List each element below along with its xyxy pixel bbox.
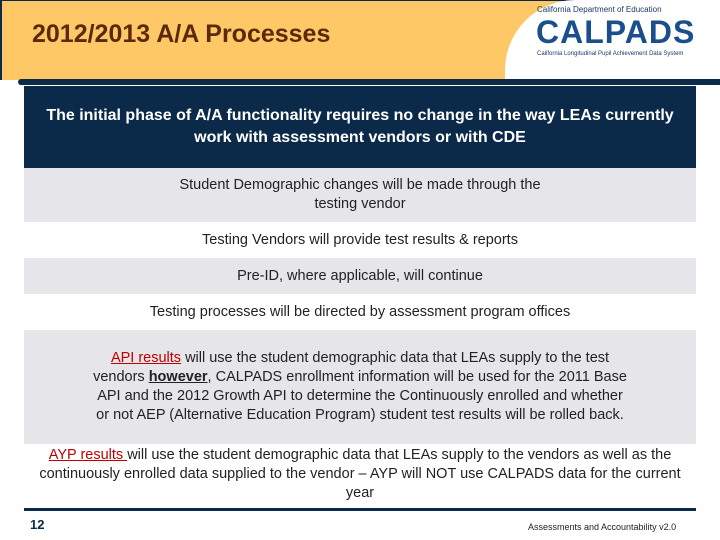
header-divider — [18, 79, 720, 85]
however-emphasis: however — [148, 369, 208, 385]
page-number: 12 — [30, 517, 45, 532]
api-text: will use the student demographic data that LEAs supply to the test vendors — [93, 350, 610, 385]
page-title: 2012/2013 A/A Processes — [32, 20, 331, 48]
table-row: Testing Vendors will provide test results & reports — [202, 231, 518, 248]
footer-divider — [24, 508, 696, 511]
footer-text: Assessments and Accountability v2.0 — [528, 522, 677, 532]
logo-department: California Department of Education — [537, 5, 662, 14]
table-heading: The initial phase of A/A functionality requires no change in the way LEAs currently work with assessment vendors or with CDE — [24, 86, 696, 168]
ayp-results-label: AYP results — [48, 446, 128, 463]
ayp-text: will use the student demographic data that LEAs supply to the vendors as well as the continuously enrolled data supplied to the vendor – AYP will NOT use CALPADS data for the current year — [39, 446, 681, 501]
table-row-api — [24, 330, 696, 444]
api-text-2: , CALPADS enrollment information will be used for the 2011 Base API and the 2012 Growth API to determine the Continuously enrolled and whether or not AEP (Alternative Education Program) student test results will be rolled back. — [96, 369, 627, 423]
calpads-logo: CALPADS — [536, 14, 696, 50]
api-results-label: API results — [110, 350, 182, 366]
table-row-ayp — [24, 444, 696, 508]
logo-subtitle: California Longitudinal Pupil Achievement Data System — [537, 51, 684, 57]
table-row: Pre-ID, where applicable, will continue — [24, 258, 696, 294]
table-row: Testing processes will be directed by assessment program offices — [149, 303, 571, 320]
process-table — [24, 86, 696, 508]
table-row: Student Demographic changes will be made through the testing vendor — [24, 168, 696, 222]
